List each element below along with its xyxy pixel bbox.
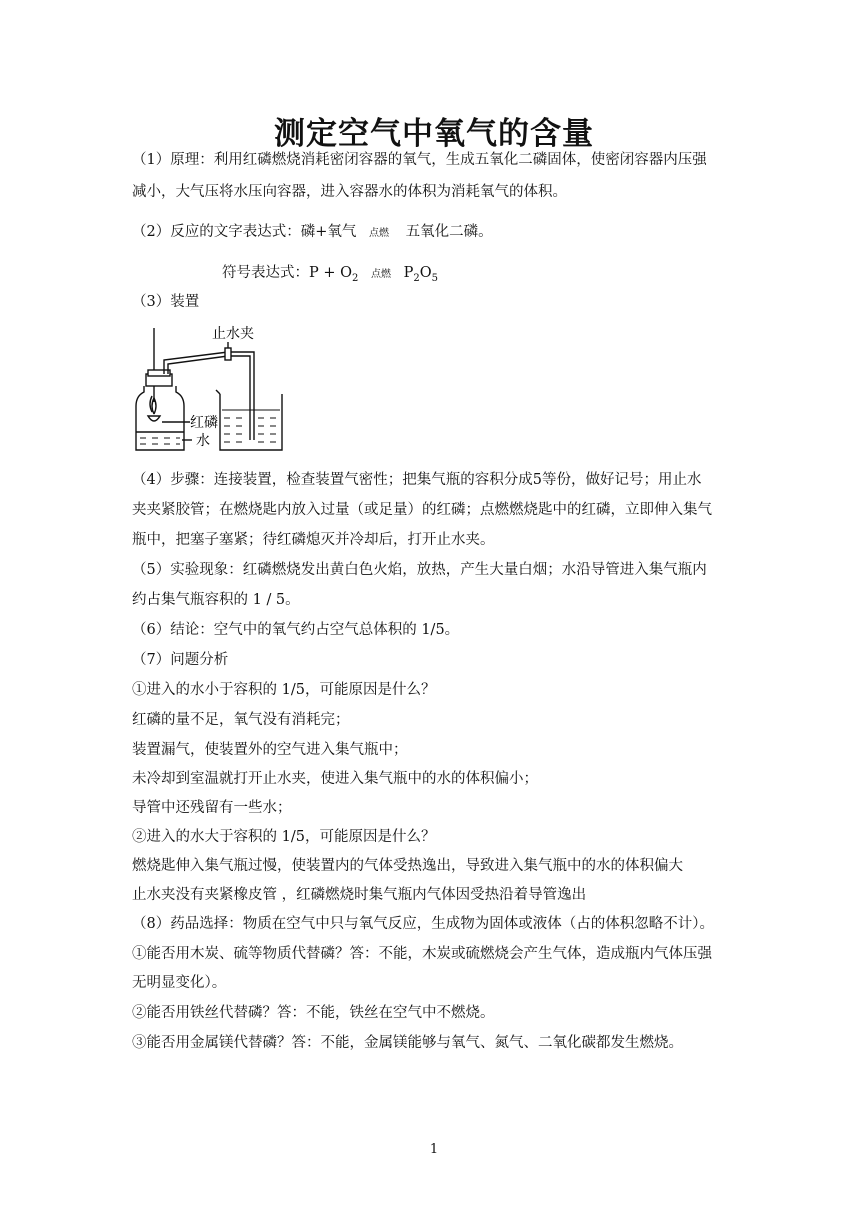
answer-1-2: 装置漏气，使装置外的空气进入集气瓶中； xyxy=(132,742,408,758)
answer-1-1: 红磷的量不足，氧气没有消耗完； xyxy=(132,712,350,728)
answer-1-3: 未冷却到室温就打开止水夹，使进入集气瓶中的水的体积偏小； xyxy=(132,771,538,787)
phenomenon-line-1: （5）实验现象：红磷燃烧发出黄白色火焰，放热，产生大量白烟；水沿导管进入集气瓶内 xyxy=(132,562,707,578)
page-number: 1 xyxy=(429,1142,439,1157)
phosphorus-label: 红磷 xyxy=(190,415,218,431)
choice-1-line-2: 无明显变化）。 xyxy=(132,975,227,991)
condition-label: 点燃 xyxy=(368,228,389,239)
question-1: ①进入的水小于容积的 1/5，可能原因是什么？ xyxy=(132,682,436,698)
steps-line-1: （4）步骤：连接装置，检查装置气密性；把集气瓶的容积分成5等份，做好记号；用止水 xyxy=(132,472,702,488)
apparatus-heading: （3）装置 xyxy=(132,294,200,310)
question-2: ②进入的水大于容积的 1/5，可能原因是什么？ xyxy=(132,829,436,845)
choice-2: ②能否用铁丝代替磷？答：不能，铁丝在空气中不燃烧。 xyxy=(132,1005,495,1021)
conclusion: （6）结论：空气中的氧气约占空气总体积的 1/5。 xyxy=(132,622,460,638)
symbol-condition-label: 点燃 xyxy=(371,269,391,280)
o2-subscript: 2 xyxy=(352,272,359,284)
choice-3: ③能否用金属镁代替磷？答：不能，金属镁能够与氧气、氮气、二氧化碳都发生燃烧。 xyxy=(132,1035,683,1051)
beaker-water xyxy=(222,410,280,442)
principle-line-2: 减小，大气压将水压向容器，进入容器水的体积为消耗氧气的体积。 xyxy=(132,184,567,200)
analysis-heading: （7）问题分析 xyxy=(132,652,229,668)
p2o5-product: $P_2O_5$ xyxy=(403,265,439,284)
word-equation xyxy=(132,222,493,242)
phenomenon-line-2: 约占集气瓶容积的 1 / 5。 xyxy=(132,592,300,608)
steps-line-3: 瓶中，把塞子塞紧；待红磷熄灭并冷却后，打开止水夹。 xyxy=(132,532,495,548)
principle-line-1: （1）原理：利用红磷燃烧消耗密闭容器的氧气，生成五氧化二磷固体，使密闭容器内压强 xyxy=(132,152,707,168)
gas-bottle xyxy=(136,386,184,450)
apparatus-diagram xyxy=(132,322,302,457)
water-label: 水 xyxy=(196,433,210,449)
bottle-water xyxy=(140,438,180,444)
symbol-equation-reactants: 符号表达式：P + O xyxy=(222,265,353,281)
symbol-equation xyxy=(222,263,438,289)
choice-1-line-1: ①能否用木炭、硫等物质代替磷？答：不能，木炭或硫燃烧会产生气体，造成瓶内气体压强 xyxy=(132,946,712,962)
burning-spoon xyxy=(148,416,160,421)
page-title: 测定空气中氧气的含量 xyxy=(274,116,594,152)
word-equation-product: 五氧化二磷。 xyxy=(405,224,493,240)
drug-selection: （8）药品选择：物质在空气中只与氧气反应，生成物为固体或液体（占的体积忽略不计）。 xyxy=(132,916,714,932)
answer-1-4: 导管中还残留有一些水； xyxy=(132,800,292,816)
answer-2-1: 燃烧匙伸入集气瓶过慢，使装置内的气体受热逸出，导致进入集气瓶中的水的体积偏大 xyxy=(132,858,683,874)
answer-2-2: 止水夹没有夹紧橡皮管 ，红磷燃烧时集气瓶内气体因受热沿着导管逸出 xyxy=(132,887,587,903)
clamp-label: 止水夹 xyxy=(212,326,254,342)
steps-line-2: 夹夹紧胶管；在燃烧匙内放入过量（或足量）的红磷；点燃燃烧匙中的红磷，立即伸入集气 xyxy=(132,502,712,518)
water-clamp xyxy=(225,348,231,360)
word-equation-reactants: （2）反应的文字表达式：磷+氧气 xyxy=(132,224,357,240)
